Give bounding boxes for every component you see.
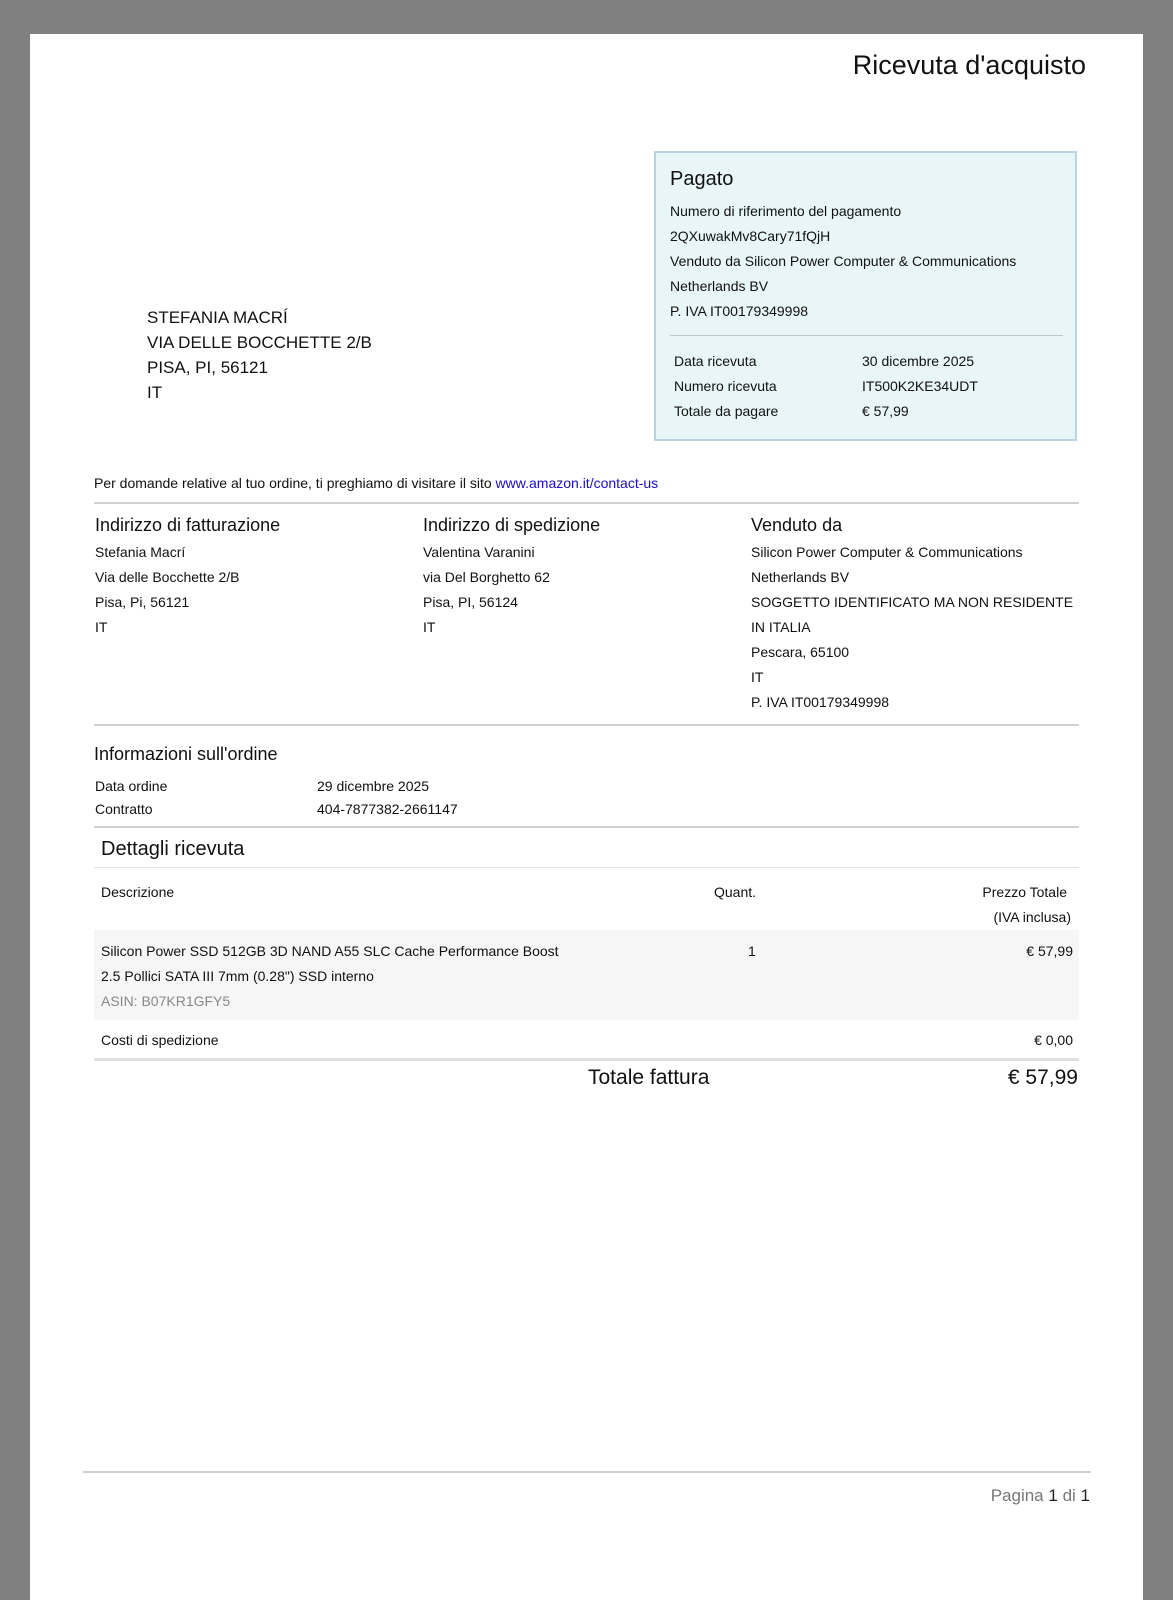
- billing-line: Pisa, Pi, 56121: [95, 594, 190, 610]
- divider: [94, 826, 1079, 828]
- receipt-number-value: IT500K2KE34UDT: [862, 378, 978, 394]
- contact-note: [94, 475, 658, 491]
- payment-summary-box: [654, 151, 1077, 441]
- customer-city: PISA, PI, 56121: [147, 358, 268, 377]
- item-description-line1: Silicon Power SSD 512GB 3D NAND A55 SLC Cache Performance Boost: [101, 943, 559, 959]
- seller-heading: Venduto da: [751, 515, 843, 535]
- customer-name: STEFANIA MACRÍ: [147, 308, 288, 327]
- seller-line: SOGGETTO IDENTIFICATO MA NON RESIDENTE: [751, 594, 1074, 610]
- receipt-page: [30, 34, 1143, 1600]
- seller-line: Silicon Power Computer & Communications: [751, 544, 1023, 560]
- billing-line: Stefania Macrí: [95, 544, 186, 560]
- page-number: [991, 1486, 1090, 1506]
- contact-link[interactable]: www.amazon.it/contact-us: [495, 475, 659, 491]
- shipping-line: IT: [423, 619, 436, 635]
- col-price-note: (IVA inclusa): [993, 909, 1071, 925]
- shipping-line: via Del Borghetto 62: [423, 569, 550, 585]
- item-asin: ASIN: B07KR1GFY5: [101, 993, 231, 1009]
- shipping-line: Valentina Varanini: [423, 544, 535, 560]
- page-title: Ricevuta d'acquisto: [852, 50, 1086, 80]
- order-info-heading: Informazioni sull'ordine: [94, 744, 278, 764]
- col-description: Descrizione: [101, 884, 175, 900]
- contract-label: Contratto: [95, 801, 153, 817]
- item-quantity: 1: [748, 943, 756, 959]
- amount-due-value: € 57,99: [862, 403, 909, 419]
- divider: [94, 1058, 1079, 1061]
- shipping-cost-value: € 0,00: [1034, 1032, 1073, 1048]
- shipping-cost-label: Costi di spedizione: [101, 1032, 219, 1048]
- customer-street: VIA DELLE BOCCHETTE 2/B: [147, 333, 372, 352]
- col-quantity: Quant.: [714, 884, 757, 900]
- divider: [94, 502, 1079, 504]
- invoice-total-label: Totale fattura: [588, 1066, 710, 1089]
- payment-status: Pagato: [670, 168, 734, 190]
- billing-heading: Indirizzo di fatturazione: [95, 515, 281, 535]
- payment-ref-label: Numero di riferimento del pagamento: [670, 203, 902, 219]
- divider: [94, 867, 1079, 868]
- payment-seller-line2: Netherlands BV: [670, 278, 769, 294]
- col-price: Prezzo Totale: [982, 884, 1067, 900]
- contact-text: Per domande relative al tuo ordine, ti preghiamo di visitare il sito: [94, 475, 496, 491]
- page-middle: di: [1057, 1486, 1081, 1505]
- item-description-line2: 2.5 Pollici SATA III 7mm (0.28") SSD interno: [101, 968, 374, 984]
- divider: [94, 724, 1079, 726]
- shipping-line: Pisa, PI, 56124: [423, 594, 518, 610]
- order-date-label: Data ordine: [95, 778, 168, 794]
- seller-line: IN ITALIA: [751, 619, 811, 635]
- amount-due-label: Totale da pagare: [674, 403, 779, 419]
- seller-line: Netherlands BV: [751, 569, 850, 585]
- payment-seller-line1: Venduto da Silicon Power Computer & Communications: [670, 253, 1017, 269]
- page-prefix: Pagina: [990, 1486, 1049, 1505]
- seller-line: P. IVA IT00179349998: [751, 694, 890, 710]
- order-date-value: 29 dicembre 2025: [317, 778, 430, 794]
- footer-divider: [83, 1471, 1091, 1473]
- billing-line: Via delle Bocchette 2/B: [95, 569, 240, 585]
- item-price: € 57,99: [1026, 943, 1073, 959]
- details-heading: Dettagli ricevuta: [101, 838, 245, 860]
- receipt-date-value: 30 dicembre 2025: [862, 353, 975, 369]
- contract-value: 404-7877382-2661147: [317, 801, 458, 817]
- shipping-heading: Indirizzo di spedizione: [423, 515, 601, 535]
- seller-line: Pescara, 65100: [751, 644, 850, 660]
- seller-line: IT: [751, 669, 764, 685]
- payment-divider: [670, 335, 1063, 336]
- current-page: 1: [1048, 1486, 1058, 1505]
- invoice-total-value: € 57,99: [1007, 1066, 1078, 1089]
- total-pages: 1: [1080, 1486, 1090, 1505]
- billing-line: IT: [95, 619, 108, 635]
- customer-country: IT: [147, 383, 163, 402]
- payment-vat: P. IVA IT00179349998: [670, 303, 809, 319]
- receipt-number-label: Numero ricevuta: [674, 378, 777, 394]
- receipt-date-label: Data ricevuta: [674, 353, 757, 369]
- payment-ref-value: 2QXuwakMv8Cary71fQjH: [670, 228, 831, 244]
